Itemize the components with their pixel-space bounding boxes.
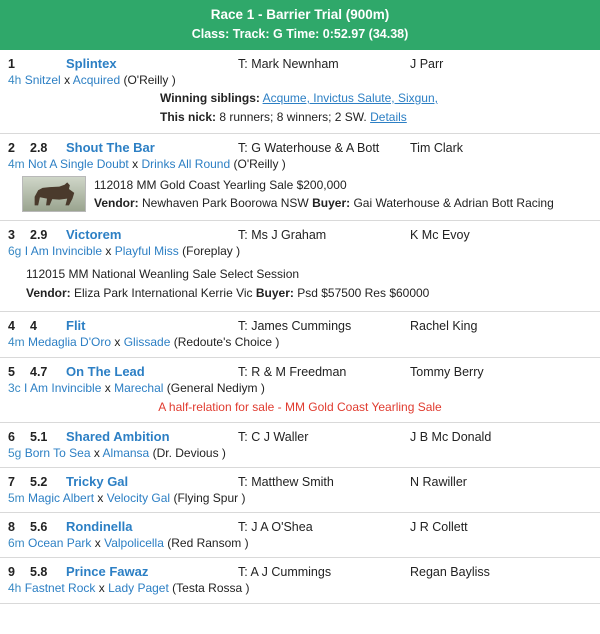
dam-link[interactable]: Playful Miss <box>114 243 179 258</box>
pedigree-line <box>0 534 600 551</box>
runner-row <box>0 468 600 513</box>
runner-main-line <box>0 519 600 534</box>
runner-main-line <box>0 364 600 379</box>
runner-row <box>0 312 600 357</box>
damsire: (Testa Rossa ) <box>172 581 250 596</box>
runner-number: 1 <box>8 56 15 71</box>
cross-symbol: x <box>98 581 105 596</box>
damsire: (O'Reilly ) <box>233 156 286 171</box>
pedigree-line <box>0 489 600 506</box>
dam-link[interactable]: Velocity Gal <box>106 490 171 505</box>
age-sex: 5m <box>8 490 25 505</box>
age-sex: 4m <box>8 156 25 171</box>
runner-margin: 4 <box>30 319 37 334</box>
horse-name-link[interactable]: Shout The Bar <box>66 139 155 155</box>
jockey-name: J Parr <box>410 56 444 71</box>
pedigree-line <box>0 333 600 350</box>
vendor-value: Newhaven Park Boorowa NSW <box>142 195 309 210</box>
trainer-name: T: A J Cummings <box>238 565 332 580</box>
runner-main-line <box>0 564 600 579</box>
horse-name-link[interactable]: Tricky Gal <box>66 473 129 489</box>
horse-name-link[interactable]: On The Lead <box>66 363 145 379</box>
runner-row <box>0 423 600 468</box>
dam-link[interactable]: Valpolicella <box>104 536 164 551</box>
runner-main-line <box>0 318 600 333</box>
sale-block <box>0 259 600 305</box>
runner-margin: 2.9 <box>30 227 48 242</box>
buyer-label: Buyer: <box>312 195 351 210</box>
jockey-name: Tim Clark <box>410 140 464 155</box>
sire-link[interactable]: I Am Invincible <box>24 243 103 258</box>
dam-link[interactable]: Drinks All Round <box>141 156 231 171</box>
runner-row <box>0 513 600 558</box>
vendor-value: Eliza Park International Kerrie Vic <box>74 286 253 301</box>
age-sex: 3c <box>8 380 21 395</box>
sire-link[interactable]: Magic Albert <box>28 490 95 505</box>
runner-row <box>0 221 600 313</box>
age-sex: 6g <box>8 243 22 258</box>
runner-number: 2 <box>8 140 15 155</box>
runner-number: 6 <box>8 429 15 444</box>
sire-link[interactable]: Snitzel <box>24 72 61 87</box>
trainer-name: T: James Cummings <box>238 319 352 334</box>
horse-name-link[interactable]: Splintex <box>66 55 117 71</box>
cross-symbol: x <box>64 72 71 87</box>
jockey-name: Rachel King <box>410 319 478 334</box>
jockey-name: K Mc Evoy <box>410 227 470 242</box>
sire-link[interactable]: Not A Single Doubt <box>28 156 129 171</box>
this-nick-label: This nick: <box>160 110 217 125</box>
trainer-name: T: Mark Newnham <box>238 56 339 71</box>
buyer-value: Psd $57500 Res $60000 <box>297 286 430 301</box>
dam-link[interactable]: Marechal <box>114 380 164 395</box>
sire-link[interactable]: I Am Invincible <box>24 380 102 395</box>
cross-symbol: x <box>114 335 121 350</box>
jockey-name: N Rawiller <box>410 474 467 489</box>
winning-siblings-line <box>0 88 600 107</box>
pedigree-line <box>0 379 600 396</box>
horse-name-link[interactable]: Victorem <box>66 226 122 242</box>
horse-name-link[interactable]: Rondinella <box>66 519 133 535</box>
runner-number: 8 <box>8 520 15 535</box>
sale-vendor-buyer <box>26 284 592 303</box>
runner-margin: 5.6 <box>30 520 48 535</box>
pedigree-line <box>0 155 600 172</box>
runner-margin: 4.7 <box>30 364 48 379</box>
age-sex: 6m <box>8 536 25 551</box>
trainer-name: T: Matthew Smith <box>238 474 334 489</box>
runner-margin: 5.2 <box>30 474 48 489</box>
dam-link[interactable]: Lady Paget <box>108 581 169 596</box>
damsire: (Dr. Devious ) <box>152 445 226 460</box>
sale-title: 112015 MM National Weanling Sale Select Session <box>26 267 300 282</box>
runner-margin: 5.1 <box>30 429 48 444</box>
age-sex: 4m <box>8 335 25 350</box>
race-header <box>0 0 600 50</box>
sale-title: 112018 MM Gold Coast Yearling Sale $200,000 <box>94 177 347 192</box>
pedigree-line <box>0 579 600 596</box>
cross-symbol: x <box>132 156 139 171</box>
race-subtitle: Class: Track: G Time: 0:52.97 (34.38) <box>191 26 409 41</box>
vendor-label: Vendor: <box>26 286 71 301</box>
age-sex: 4h <box>8 581 22 596</box>
runner-row <box>0 358 600 423</box>
siblings-links[interactable]: Acqume, Invictus Salute, Sixgun, <box>262 90 438 105</box>
cross-symbol: x <box>94 536 101 551</box>
sale-block <box>0 172 600 214</box>
jockey-name: Regan Bayliss <box>410 565 490 580</box>
damsire: (Flying Spur ) <box>173 490 246 505</box>
nick-details-link[interactable]: Details <box>370 110 407 125</box>
buyer-value: Gai Waterhouse & Adrian Bott Racing <box>353 195 554 210</box>
pedigree-line <box>0 444 600 461</box>
damsire: (Foreplay ) <box>182 243 241 258</box>
dam-link[interactable]: Acquired <box>72 72 121 87</box>
trainer-name: T: C J Waller <box>238 429 309 444</box>
pedigree-line <box>0 242 600 259</box>
runner-number: 9 <box>8 565 15 580</box>
cross-symbol: x <box>105 243 112 258</box>
cross-symbol: x <box>104 380 111 395</box>
jockey-name: J B Mc Donald <box>410 429 492 444</box>
runner-margin: 5.8 <box>30 565 48 580</box>
horse-name-link[interactable]: Flit <box>66 318 86 334</box>
winning-siblings-label: Winning siblings: <box>160 90 260 105</box>
runner-number: 3 <box>8 227 15 242</box>
jockey-name: J R Collett <box>410 520 468 535</box>
vendor-label: Vendor: <box>94 195 139 210</box>
runner-number: 4 <box>8 319 15 334</box>
horse-name-link[interactable]: Shared Ambition <box>66 428 170 444</box>
sire-link[interactable]: Ocean Park <box>28 536 92 551</box>
runner-main-line <box>0 474 600 489</box>
this-nick-value: 8 runners; 8 winners; 2 SW. <box>219 110 367 125</box>
sale-vendor-buyer <box>94 194 592 212</box>
runner-row <box>0 558 600 603</box>
age-sex: 4h <box>8 72 22 87</box>
horse-name-link[interactable]: Prince Fawaz <box>66 564 149 580</box>
runner-main-line <box>0 429 600 444</box>
dam-link[interactable]: Glissade <box>123 335 171 350</box>
dam-link[interactable]: Almansa <box>102 445 150 460</box>
cross-symbol: x <box>97 490 104 505</box>
damsire: (O'Reilly ) <box>123 72 176 87</box>
sire-link[interactable]: Born To Sea <box>24 445 91 460</box>
sire-link[interactable]: Medaglia D'Oro <box>28 335 112 350</box>
buyer-label: Buyer: <box>255 286 294 301</box>
trainer-name: T: Ms J Graham <box>238 227 327 242</box>
damsire: (Red Ransom ) <box>167 536 249 551</box>
cross-symbol: x <box>93 445 100 460</box>
trainer-name: T: R & M Freedman <box>238 364 347 379</box>
runner-number: 7 <box>8 474 15 489</box>
runner-row <box>0 50 600 134</box>
trainer-name: T: G Waterhouse & A Bott <box>238 140 380 155</box>
runner-margin: 2.8 <box>30 140 48 155</box>
age-sex: 5g <box>8 445 22 460</box>
jockey-name: Tommy Berry <box>410 364 484 379</box>
sire-link[interactable]: Fastnet Rock <box>24 581 96 596</box>
damsire: (General Nediym ) <box>166 380 265 395</box>
this-nick-line <box>0 107 600 126</box>
runner-number: 5 <box>8 364 15 379</box>
horse-photo[interactable] <box>22 176 86 212</box>
half-relation-notice: A half-relation for sale - MM Gold Coast Yearling Sale <box>158 399 442 414</box>
trainer-name: T: J A O'Shea <box>238 520 313 535</box>
damsire: (Redoute's Choice ) <box>173 335 280 350</box>
runner-row <box>0 134 600 221</box>
runner-main-line <box>0 140 600 155</box>
runner-main-line <box>0 227 600 242</box>
pedigree-line <box>0 71 600 88</box>
runner-main-line <box>0 56 600 71</box>
race-title: Race 1 - Barrier Trial (900m) <box>210 7 390 22</box>
